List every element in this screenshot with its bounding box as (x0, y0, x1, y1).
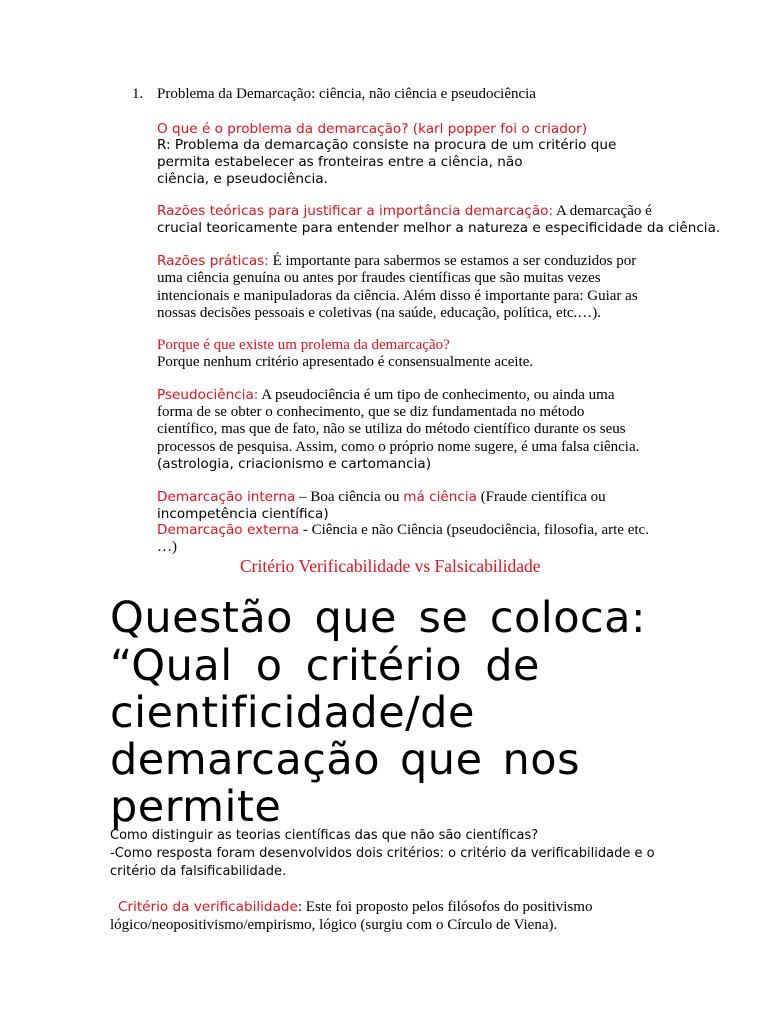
paragraph-line: científico, mas que de fato, não se utiliza do método científico durante os seus (157, 421, 626, 437)
paragraph-line: uma ciência genuína ou antes por fraudes científicas que são muitas vezes (157, 270, 601, 286)
big-question-line-2 (110, 641, 540, 691)
paragraph-text: – Boa ciência ou (295, 489, 404, 505)
label-razoes-teoricas: Razões teóricas para justificar a importância demarcação: (157, 203, 554, 219)
label-pseudociencia: Pseudociência: (157, 387, 259, 403)
word: coloca: (489, 593, 646, 643)
big-question-line-4 (110, 735, 580, 785)
label-ma-ciencia: má ciência (403, 489, 477, 505)
section-title: Critério Verificabilidade vs Falsicabilidade (240, 556, 541, 576)
paragraph-line: critério da falsificabilidade. (110, 864, 287, 879)
word: Questão (110, 593, 293, 643)
paragraph-line: forma de se obter o conhecimento, que se diz fundamentada no método (157, 404, 585, 420)
word: critério (305, 641, 463, 691)
answer-porque: Porque nenhum critério apresentado é consensualmente aceite. (157, 354, 534, 370)
paragraph-line: (astrologia, criacionismo e cartomancia) (157, 456, 432, 472)
big-question-line-1 (110, 593, 646, 643)
paragraph-line: lógico/neopositivismo/empirismo, lógico (surgiu com o Círculo de Viena). (110, 917, 558, 933)
word: que (400, 735, 483, 785)
question-demarcation: O que é o problema da demarcação? (karl popper foi o criador) (157, 121, 588, 137)
list-number: 1. (132, 86, 144, 102)
paragraph-pseudociencia (157, 387, 615, 404)
answer-line: R: Problema da demarcação consiste na procura de um critério que (157, 137, 617, 153)
paragraph-text: - Ciência e não Ciência (pseudociência, filosofia, arte etc. (299, 522, 649, 538)
paragraph-text: A demarcação é (553, 203, 652, 219)
word: que (314, 593, 397, 643)
paragraph-line: …) (157, 539, 177, 555)
paragraph-text: (Fraude científica ou (476, 489, 606, 505)
paragraph-line: -Como resposta foram desenvolvidos dois critérios: o critério da verificabilidade e o (110, 846, 655, 861)
paragraph-razoes-praticas (157, 253, 636, 270)
paragraph-text: A pseudociência é um tipo de conhecimento, ou ainda uma (258, 387, 615, 403)
paragraph-demarcacao-externa (157, 522, 649, 539)
paragraph-text: É importante para sabermos se estamos a ser conduzidos por (268, 253, 637, 269)
paragraph-razoes-teoricas (157, 203, 652, 220)
word: de (485, 641, 540, 691)
paragraph-verificabilidade (118, 899, 592, 916)
word: se (418, 593, 469, 643)
big-question-line-5: permite (110, 782, 282, 832)
paragraph-line: intencionais e manipuladoras da ciência. Além disso é importante para: Guiar as (157, 288, 638, 304)
paragraph-demarcacao-interna (157, 489, 606, 506)
word: demarcação (110, 735, 381, 785)
answer-line: ciência, e pseudociência. (157, 171, 328, 187)
paragraph-line: nossas decisões pessoais e coletivas (na saúde, educação, política, etc.…). (157, 305, 602, 321)
label-demarcacao-interna: Demarcação interna (157, 489, 296, 505)
paragraph-line: processos de pesquisa. Assim, como o próprio nome sugere, é uma falsa ciência. (157, 439, 640, 455)
answer-line: permita estabelecer as fronteiras entre a ciência, não (157, 154, 523, 170)
section-heading: Problema da Demarcação: ciência, não ciência e pseudociência (157, 86, 536, 102)
word: “Qual (110, 641, 233, 691)
paragraph-text: : Este foi proposto pelos filósofos do positivismo (297, 899, 593, 915)
label-razoes-praticas: Razões práticas: (157, 253, 269, 269)
word: nos (502, 735, 580, 785)
paragraph-line: crucial teoricamente para entender melhor a natureza e especificidade da ciência. (157, 220, 721, 236)
paragraph-line: Como distinguir as teorias científicas das que não são científicas? (110, 828, 539, 843)
label-demarcacao-externa: Demarcação externa (157, 522, 300, 538)
paragraph-line: incompetência científica) (157, 506, 329, 522)
word: o (255, 641, 283, 691)
big-question-line-3: cientificidade/de (110, 688, 475, 738)
label-criterio-verificabilidade: Critério da verificabilidade (118, 899, 298, 915)
question-porque: Porque é que existe um prolema da demarcação? (157, 337, 450, 353)
